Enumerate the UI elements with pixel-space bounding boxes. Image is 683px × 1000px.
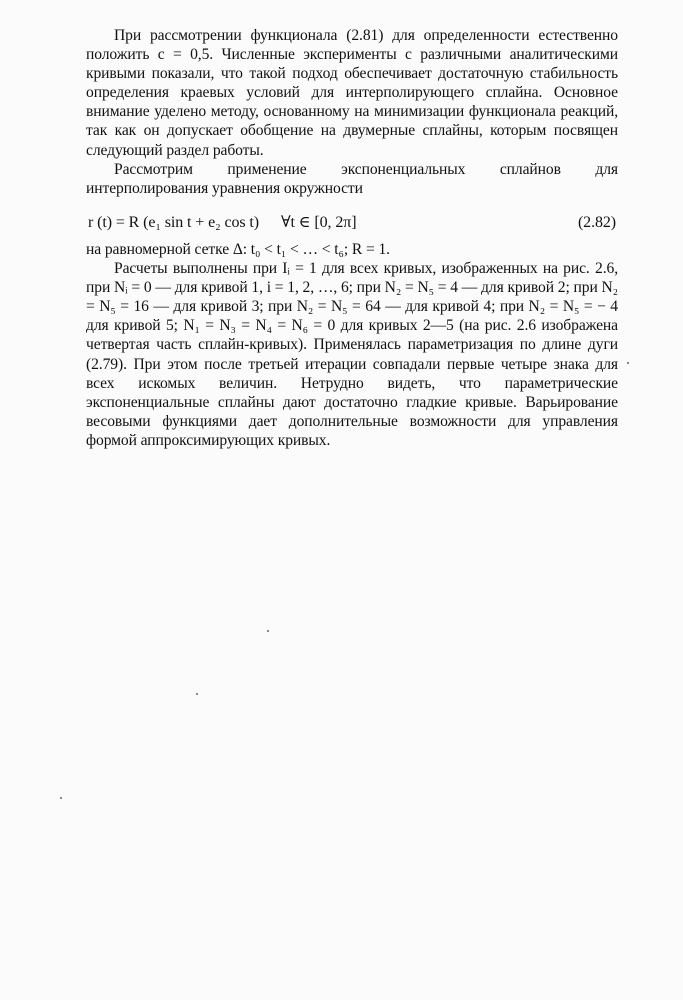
paragraph-3: на равномерной сетке Δ: t₀ < t₁ < … < t₆; R = 1. (86, 240, 390, 258)
scan-speck (627, 362, 629, 364)
paragraph-1: При рассмотрении функционала (2.81) для определенности естественно положить c = 0,5. Численные эксперименты с различными аналитическими кривыми показали, что такой подход обеспечивает достаточную стабильность определения краевых условий для интерполирующего сплайна. Основное внимание уделено методу, основанному на минимизации функционала реакций, так как он допускает обобщение на двумерные сплайны, которым посвящен следующий раздел работы. (86, 27, 618, 159)
scan-speck (60, 797, 62, 799)
formula-condition: ∀t ∈ [0, 2π] (280, 213, 357, 231)
formula-2-82 (86, 213, 618, 232)
body-text (86, 26, 618, 450)
equation-number: (2.82) (577, 213, 616, 231)
formula-expression (86, 213, 356, 232)
formula-lhs: r (t) = R (e₁ sin t + e₂ cos t) (88, 213, 259, 231)
scan-speck (196, 693, 198, 695)
scan-speck (267, 630, 269, 632)
paragraph-4: Расчеты выполнены при Iᵢ = 1 для всех кривых, изображенных на рис. 2.6, при Nᵢ = 0 — для кривой 1, i = 1, 2, …, 6; при N₂ = N₅ = 4 — для кривой 2; при N₂ = N₅ = 16 — для кривой 3; при N₂ = N₅ = 64 — для кривой 4; при N₂ = N₅ = − 4 для кривой 5; N₁ = N₃ = N₄ = N₆ = 0 для кривых 2—5 (на рис. 2.6 изображена четвертая часть сплайн-кривых). Применялась параметризация по длине дуги (2.79). При этом после третьей итерации совпадали первые четыре знака для всех искомых величин. Нетрудно видеть, что параметрические экспоненциальные сплайны дают достаточно гладкие кривые. Варьирование весовыми функциями дает дополнительные возможности для управления формой аппроксимирующих кривых. (86, 260, 618, 449)
paragraph-2: Рассмотрим применение экспоненциальных сплайнов для интерполирования уравнения окружности (86, 160, 618, 197)
